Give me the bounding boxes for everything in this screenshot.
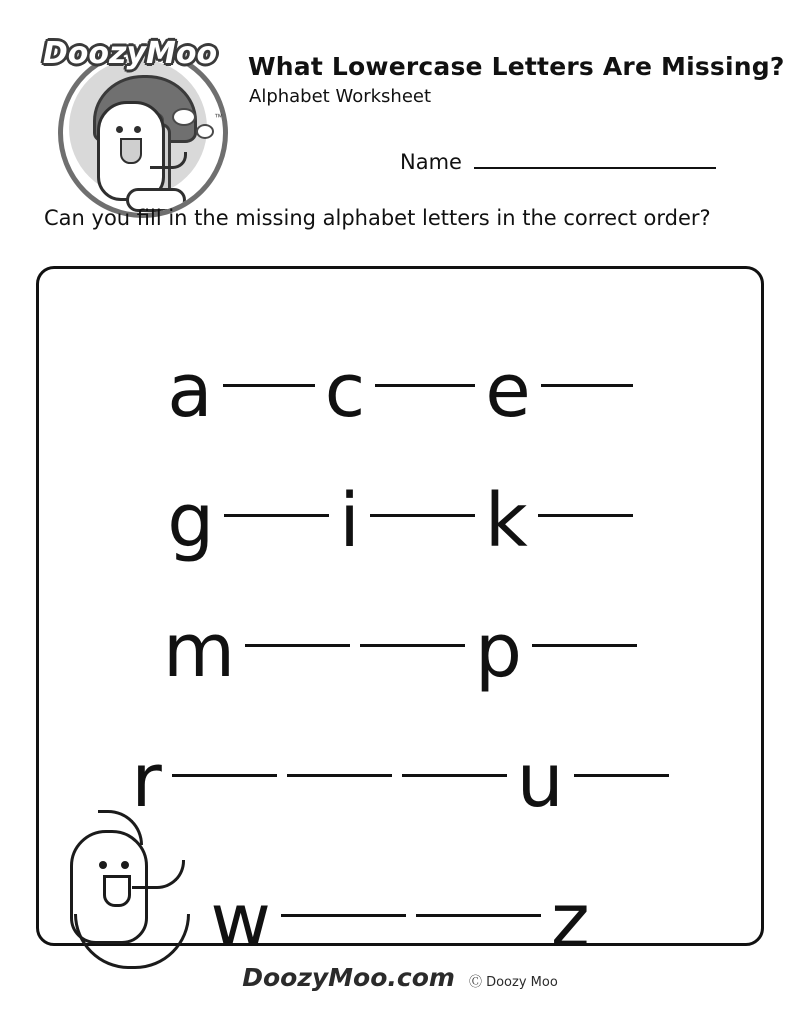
logo-mascot-icon — [97, 101, 165, 201]
logo-wordmark-text: DoozyMoo — [42, 36, 218, 71]
worksheet-blank[interactable] — [541, 384, 633, 387]
logo-mascot-mouth-icon — [120, 138, 142, 164]
worksheet-letter: r — [131, 738, 162, 824]
worksheet-letter: w — [210, 878, 271, 964]
logo-mascot-eye-icon — [116, 126, 123, 133]
worksheet-blank[interactable] — [370, 514, 475, 517]
worksheet-blank[interactable] — [287, 774, 392, 777]
mascot-mouth-icon — [103, 875, 131, 907]
worksheet-letter: m — [162, 608, 236, 694]
name-field-row — [400, 150, 716, 174]
worksheet-letter: k — [484, 478, 528, 564]
mascot-tail-icon — [74, 914, 190, 969]
worksheet-blank[interactable] — [224, 514, 329, 517]
logo-wordmark — [30, 36, 230, 82]
worksheet-blank[interactable] — [416, 914, 541, 917]
worksheet-blank[interactable] — [245, 644, 350, 647]
logo-mascot-eye-icon — [134, 126, 141, 133]
name-input-line[interactable] — [474, 167, 716, 169]
name-label: Name — [400, 150, 462, 174]
page-title: What Lowercase Letters Are Missing? — [248, 52, 785, 81]
worksheet-blank[interactable] — [532, 644, 637, 647]
worksheet-blank[interactable] — [574, 774, 669, 777]
logo-trademark: ™ — [214, 112, 223, 122]
worksheet-letter: c — [324, 348, 366, 434]
worksheet-blank[interactable] — [375, 384, 475, 387]
worksheet-row — [39, 331, 761, 451]
worksheet-blank[interactable] — [223, 384, 315, 387]
worksheet-letter: e — [485, 348, 531, 434]
worksheet-letter: p — [475, 608, 523, 694]
worksheet-letter: g — [167, 478, 215, 564]
mascot-illustration — [58, 810, 198, 975]
worksheet-letter: a — [167, 348, 213, 434]
worksheet-letter: z — [550, 878, 590, 964]
worksheet-row — [39, 591, 761, 711]
page-subtitle: Alphabet Worksheet — [249, 86, 432, 107]
footer-brand[interactable]: DoozyMoo.com — [242, 963, 455, 992]
worksheet-blank[interactable] — [402, 774, 507, 777]
mushroom-dot-icon — [172, 108, 196, 126]
mascot-arm-icon — [132, 860, 185, 889]
worksheet-row — [39, 461, 761, 581]
footer-copyright: Ⓒ Doozy Moo — [468, 975, 558, 990]
doozy-moo-logo[interactable] — [30, 28, 223, 198]
worksheet-letter: u — [516, 738, 564, 824]
instruction-text: Can you fill in the missing alphabet letters in the correct order? — [44, 206, 711, 230]
mushroom-dot-icon — [196, 124, 214, 139]
worksheet-letter: i — [339, 478, 360, 564]
mascot-eye-icon — [121, 861, 129, 869]
worksheet-blank[interactable] — [172, 774, 277, 777]
worksheet-blank[interactable] — [538, 514, 633, 517]
worksheet-blank[interactable] — [281, 914, 406, 917]
worksheet-blank[interactable] — [360, 644, 465, 647]
mascot-eye-icon — [99, 861, 107, 869]
footer — [0, 963, 800, 992]
